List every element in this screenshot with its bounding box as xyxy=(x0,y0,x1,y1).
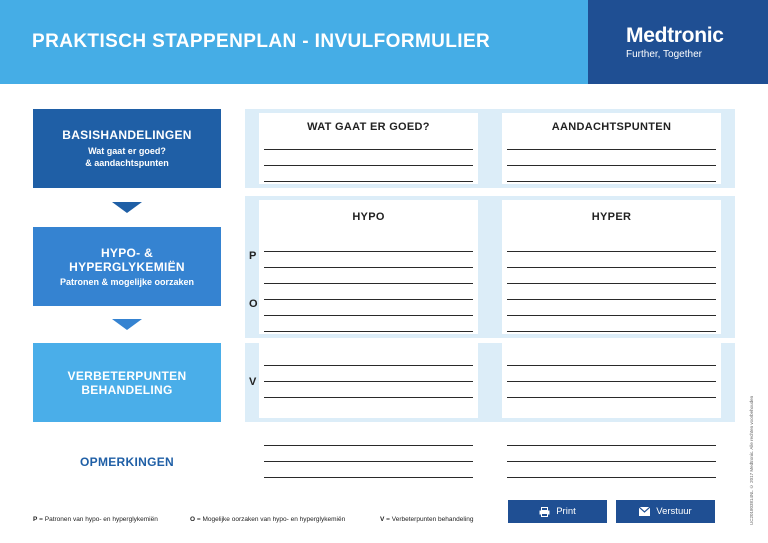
step-hypo-hyper xyxy=(33,227,221,306)
input-line[interactable] xyxy=(507,315,716,316)
improve-right-box[interactable] xyxy=(502,343,721,418)
box-heading: HYPO xyxy=(352,211,385,223)
input-line[interactable] xyxy=(507,283,716,284)
input-line[interactable] xyxy=(264,165,473,166)
legend-p xyxy=(33,516,158,523)
legend-key: O xyxy=(190,516,196,523)
letter-v: V xyxy=(249,376,257,388)
remarks-label: OPMERKINGEN xyxy=(80,455,174,469)
attention-box[interactable] xyxy=(502,113,721,184)
header-banner xyxy=(0,0,768,84)
step-subtitle: Patronen & mogelijke oorzaken xyxy=(59,276,195,287)
step-verbeterpunten xyxy=(33,343,221,422)
box-heading: HYPER xyxy=(591,211,632,223)
down-arrow-icon xyxy=(112,202,142,213)
remarks-line[interactable] xyxy=(507,461,716,462)
input-line[interactable] xyxy=(264,181,473,182)
good-box[interactable] xyxy=(259,113,478,184)
remarks-line[interactable] xyxy=(264,477,473,478)
improve-left-box[interactable] xyxy=(259,343,478,418)
input-line[interactable] xyxy=(507,149,716,150)
legend-o xyxy=(190,516,345,523)
input-line[interactable] xyxy=(507,165,716,166)
hypo-box[interactable] xyxy=(259,200,478,334)
step-basishandelingen xyxy=(33,109,221,188)
brand-tagline: Further, Together xyxy=(626,49,702,60)
legend-text: = Mogelijke oorzaken van hypo- en hyperglykemiën xyxy=(195,516,346,523)
step-title: VERBETERPUNTEN BEHANDELING xyxy=(67,368,187,397)
input-line[interactable] xyxy=(507,181,716,182)
step-title: HYPO- & HYPERGLYKEMIËN xyxy=(69,245,185,274)
input-line[interactable] xyxy=(264,283,473,284)
input-line[interactable] xyxy=(264,299,473,300)
box-heading: WAT GAAT ER GOED? xyxy=(307,121,430,133)
letter-o: O xyxy=(249,298,258,310)
send-button[interactable] xyxy=(616,500,715,523)
input-line[interactable] xyxy=(264,331,473,332)
remarks-line[interactable] xyxy=(264,445,473,446)
section-improvements xyxy=(245,343,735,422)
legend-key: P xyxy=(33,516,38,523)
section-hypo-hyper xyxy=(245,196,735,338)
remarks-line[interactable] xyxy=(507,477,716,478)
input-line[interactable] xyxy=(264,397,473,398)
box-heading: AANDACHTSPUNTEN xyxy=(551,121,672,133)
legend-text: = Patronen van hypo- en hyperglykemiën xyxy=(37,516,158,523)
down-arrow-icon xyxy=(112,319,142,330)
remarks-line[interactable] xyxy=(264,461,473,462)
input-line[interactable] xyxy=(507,331,716,332)
brand-logo: Medtronic xyxy=(626,24,724,47)
input-line[interactable] xyxy=(264,365,473,366)
input-line[interactable] xyxy=(507,299,716,300)
print-button[interactable] xyxy=(508,500,607,523)
page-title: PRAKTISCH STAPPENPLAN - INVULFORMULIER xyxy=(32,31,491,52)
input-line[interactable] xyxy=(264,251,473,252)
printer-icon xyxy=(539,507,550,517)
step-title: BASISHANDELINGEN xyxy=(62,128,192,142)
input-line[interactable] xyxy=(264,267,473,268)
step-subtitle: Wat gaat er goed? & aandachtspunten xyxy=(85,146,169,168)
input-line[interactable] xyxy=(507,365,716,366)
remarks-line[interactable] xyxy=(507,445,716,446)
brand-block xyxy=(588,0,768,84)
input-line[interactable] xyxy=(264,315,473,316)
input-line[interactable] xyxy=(507,381,716,382)
letter-p: P xyxy=(249,250,257,262)
section-basics xyxy=(245,109,735,188)
legal-text: UC201803814NL © 2017 Medtronic. Alle rechten voorbehouden xyxy=(749,395,754,525)
envelope-icon xyxy=(639,507,650,517)
input-line[interactable] xyxy=(264,149,473,150)
input-line[interactable] xyxy=(507,397,716,398)
send-label: Verstuur xyxy=(656,506,692,517)
print-label: Print xyxy=(556,506,576,517)
legend-text: = Verbeterpunten behandeling xyxy=(384,516,474,523)
legend-v xyxy=(380,516,473,523)
legend-key: V xyxy=(380,516,385,523)
hyper-box[interactable] xyxy=(502,200,721,334)
input-line[interactable] xyxy=(507,267,716,268)
input-line[interactable] xyxy=(264,381,473,382)
input-line[interactable] xyxy=(507,251,716,252)
